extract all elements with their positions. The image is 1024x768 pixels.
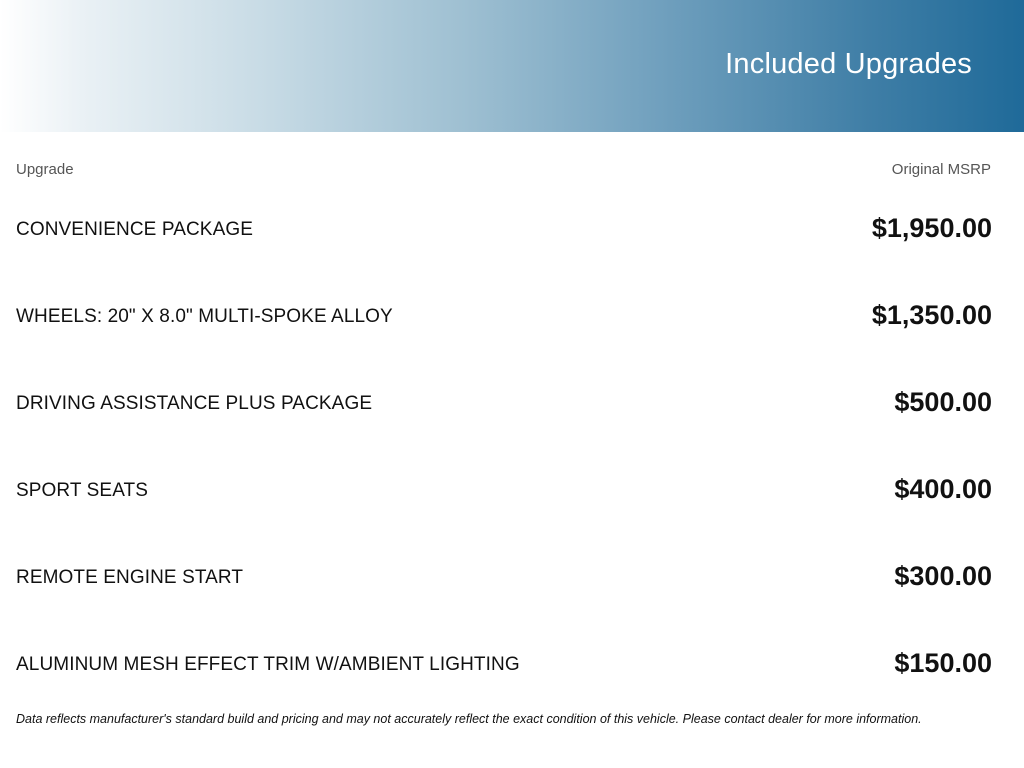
upgrade-price: $1,950.00 (871, 213, 992, 243)
column-header-upgrade: Upgrade (16, 161, 74, 178)
list-item (16, 533, 992, 620)
upgrade-name: REMOTE ENGINE START (16, 567, 244, 588)
column-header-msrp: Original MSRP (891, 161, 991, 178)
upgrade-name: DRIVING ASSISTANCE PLUS PACKAGE (16, 393, 373, 414)
upgrade-price: $500.00 (894, 387, 992, 417)
upgrade-price: $300.00 (894, 561, 992, 591)
list-item (16, 620, 992, 707)
upgrades-list (16, 185, 992, 707)
upgrade-price: $1,350.00 (871, 300, 992, 330)
upgrade-name: WHEELS: 20" X 8.0" MULTI-SPOKE ALLOY (16, 306, 393, 327)
list-item (16, 446, 992, 533)
upgrade-name: ALUMINUM MESH EFFECT TRIM W/AMBIENT LIGHTING (16, 654, 520, 675)
header-banner (0, 0, 1024, 132)
list-item (16, 359, 992, 446)
list-item (16, 185, 992, 272)
list-item (16, 272, 992, 359)
upgrade-name: CONVENIENCE PACKAGE (16, 219, 253, 240)
upgrade-price: $150.00 (894, 648, 992, 678)
disclaimer-footnote: Data reflects manufacturer's standard build and pricing and may not accurately reflect the exact condition of this vehicle. Please contact dealer for more information. (16, 712, 922, 726)
page-title: Included Upgrades (725, 48, 972, 80)
column-headers (16, 161, 991, 181)
upgrade-name: SPORT SEATS (16, 480, 149, 501)
upgrade-price: $400.00 (894, 474, 992, 504)
